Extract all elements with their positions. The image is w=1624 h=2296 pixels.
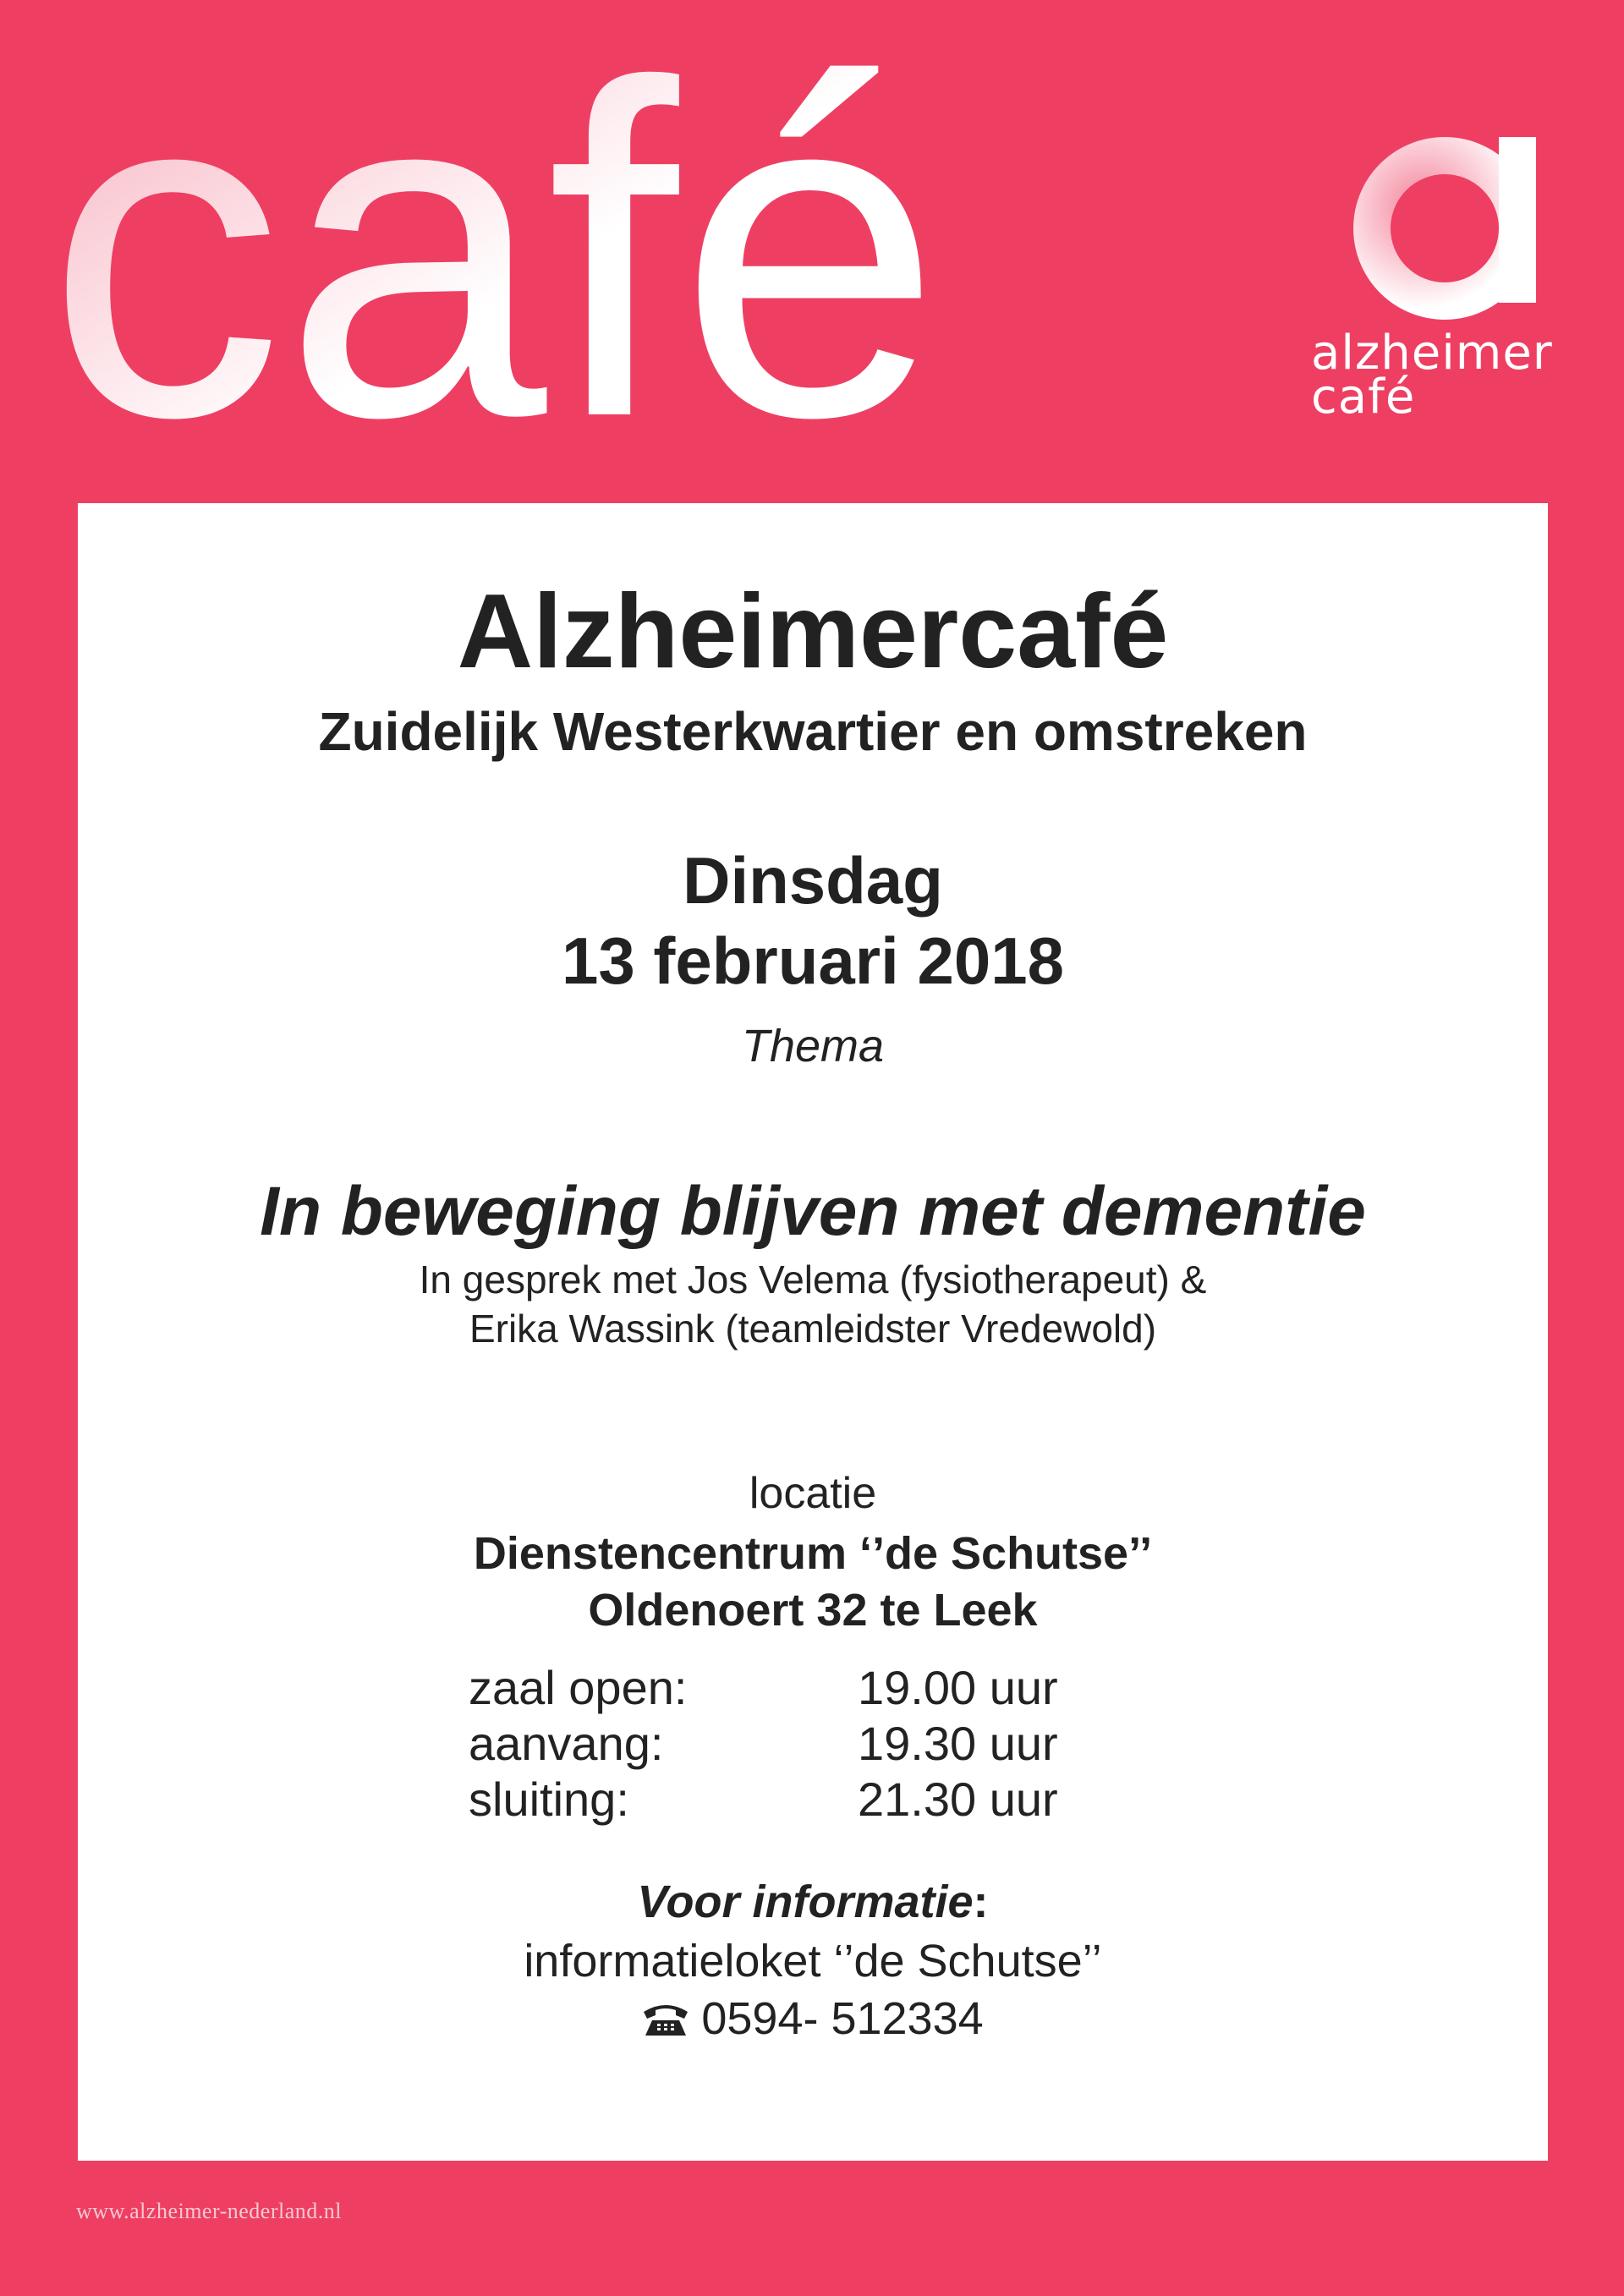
theme-label: Thema xyxy=(741,1021,885,1071)
alzheimer-cafe-logo xyxy=(1303,127,1573,431)
location-address: Oldenoert 32 te Leek xyxy=(588,1585,1038,1636)
header-cafe-wordmark xyxy=(47,51,1062,490)
event-day: Dinsdag xyxy=(683,843,943,918)
schedule-label: aanvang: xyxy=(469,1717,664,1770)
info-heading xyxy=(78,1875,1548,1929)
schedule-time: 21.30 uur xyxy=(858,1773,1058,1826)
location-label: locatie xyxy=(749,1469,877,1518)
event-subtitle: Zuidelijk Westerkwartier en omstreken xyxy=(318,701,1308,762)
speaker-line-1: In gesprek met Jos Velema (fysiotherapeut) & xyxy=(419,1258,1207,1301)
schedule-table xyxy=(469,1660,1145,1827)
logo-text-alzheimer: alzheimer xyxy=(1311,326,1553,381)
logo-a-mark-icon xyxy=(1303,127,1573,321)
telephone-icon xyxy=(642,2000,689,2037)
website-link[interactable]: www.alzheimer-nederland.nl xyxy=(76,2199,342,2223)
event-title: Alzheimercafé xyxy=(457,573,1169,690)
schedule-time: 19.00 uur xyxy=(858,1661,1058,1714)
event-theme: In beweging blijven met dementie xyxy=(260,1173,1366,1250)
location-name: Dienstencentrum ‘’de Schutse’’ xyxy=(473,1528,1153,1579)
content-panel xyxy=(78,503,1548,2161)
schedule-row xyxy=(469,1772,1145,1827)
schedule-label: sluiting: xyxy=(469,1773,629,1826)
logo-text-cafe: café xyxy=(1311,370,1416,425)
schedule-row xyxy=(469,1660,1145,1716)
event-date: 13 februari 2018 xyxy=(561,923,1065,998)
info-heading-text: Voor informatie xyxy=(637,1877,974,1927)
info-desk: informatieloket ‘’de Schutse’’ xyxy=(524,1936,1102,1986)
schedule-row xyxy=(469,1716,1145,1772)
speaker-line-2: Erika Wassink (teamleidster Vredewold) xyxy=(469,1307,1157,1351)
info-heading-colon: : xyxy=(973,1877,989,1927)
header-cafe-text: café xyxy=(47,51,942,490)
info-phone-line xyxy=(78,1992,1548,2046)
schedule-time: 19.30 uur xyxy=(858,1717,1058,1770)
phone-number: 0594- 512334 xyxy=(701,1993,984,2044)
schedule-label: zaal open: xyxy=(469,1661,688,1714)
